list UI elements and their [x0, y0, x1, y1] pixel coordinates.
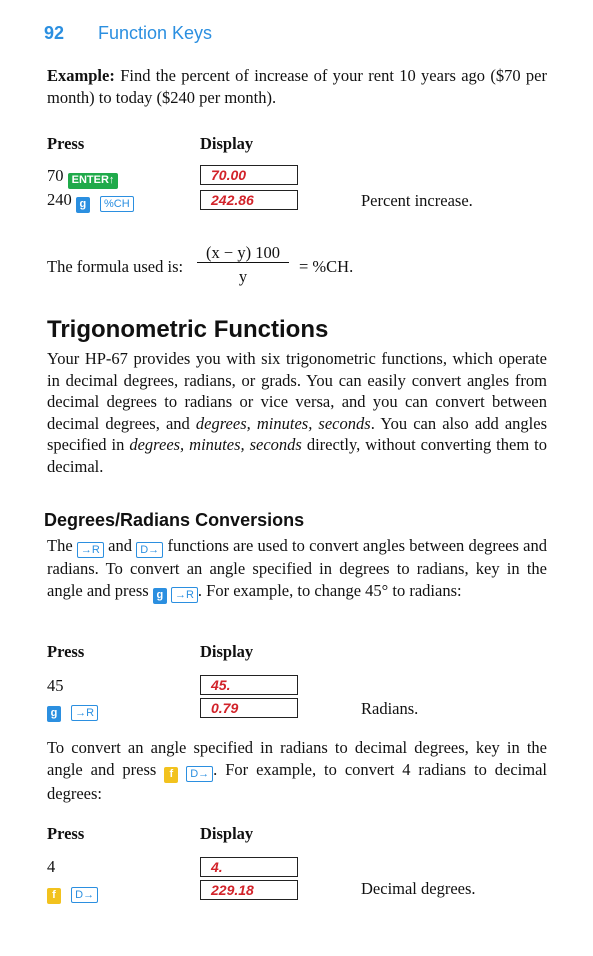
display-value: 0.79	[211, 700, 239, 716]
row-note: Decimal degrees.	[361, 879, 476, 898]
display-value: 45.	[211, 677, 231, 693]
g-key-icon: g	[76, 197, 90, 213]
to-degrees-key-icon: D→	[186, 766, 213, 782]
section-title: Function Keys	[98, 23, 213, 43]
text-segment-italic: degrees, minutes, seconds	[129, 435, 302, 454]
to-radians-key-icon: →R	[77, 542, 104, 558]
to-degrees-key-icon: D→	[136, 542, 163, 558]
press-value: 4	[47, 857, 56, 876]
press-header: Press	[47, 134, 85, 153]
display-box	[200, 698, 298, 718]
press-row	[47, 881, 98, 904]
example-paragraph	[47, 65, 547, 108]
f-key-icon: f	[47, 888, 61, 904]
text-segment: To convert an angle specified in radians to decimal degrees, key in the angle and press	[47, 738, 547, 779]
display-box	[200, 880, 298, 900]
press-header: Press	[47, 824, 85, 843]
text-segment: and	[108, 536, 132, 555]
display-box	[200, 675, 298, 695]
text-segment: directly, without converting them to decimal.	[47, 435, 547, 476]
display-value: 229.18	[211, 882, 254, 898]
percent-change-key-icon: %CH	[100, 196, 134, 212]
press-value: 240	[47, 190, 72, 209]
row-note: Percent increase.	[361, 191, 473, 210]
formula-numerator: (x − y) 100	[197, 244, 289, 263]
example-text: Find the percent of increase of your rent 10 years ago ($70 per month) to today ($240 per month).	[47, 66, 548, 107]
text-segment-italic: degrees, minutes, seconds	[195, 413, 371, 433]
display-header: Display	[200, 134, 254, 153]
formula-prefix: The formula used is:	[47, 257, 184, 276]
press-value: 70	[47, 166, 64, 185]
trig-paragraph	[47, 348, 547, 477]
display-box	[200, 165, 298, 185]
g-key-icon: g	[47, 706, 61, 722]
display-box	[200, 857, 298, 877]
press-row	[47, 190, 134, 213]
press-value: 45	[47, 676, 64, 695]
to-radians-key-icon: →R	[71, 705, 98, 721]
display-value: 4.	[211, 859, 223, 875]
formula-denominator: y	[238, 267, 248, 286]
text-segment: . You can also add angles specified in	[47, 413, 548, 454]
text-segment: Your HP-67 provides you with six trigonometric functions, which operate in decimal degrees, radians, or grads. You can easily convert angles from decimal degrees to radians or vice versa, and you can convert between decimal degrees, and	[47, 349, 547, 433]
press-row	[47, 699, 98, 722]
formula-result: = %CH.	[299, 257, 354, 276]
to-degrees-key-icon: D→	[71, 887, 98, 903]
display-value: 242.86	[211, 192, 254, 208]
to-radians-key-icon: →R	[171, 587, 198, 603]
page-number: 92	[44, 23, 65, 43]
display-box	[200, 190, 298, 210]
display-header: Display	[200, 824, 254, 843]
degrad-paragraph	[47, 535, 547, 604]
row-note: Radians.	[361, 699, 419, 718]
text-segment: . For example, to change 45° to radians:	[197, 580, 462, 600]
g-key-icon: g	[153, 588, 167, 604]
text-segment: The	[47, 536, 73, 555]
enter-key-icon: ENTER↑	[68, 173, 119, 189]
section-heading: Trigonometric Functions	[47, 316, 329, 343]
press-row	[47, 166, 118, 189]
press-header: Press	[47, 642, 85, 661]
degrad-paragraph-2	[47, 737, 547, 804]
text-segment: functions are used to convert angles between degrees and radians. To convert an angle specified in degrees to radians, key in the angle and press	[47, 536, 548, 600]
subsection-heading: Degrees/Radians Conversions	[44, 510, 305, 530]
display-value: 70.00	[211, 167, 247, 183]
text-segment: . For example, to convert 4 radians to decimal degrees:	[47, 759, 547, 803]
display-header: Display	[200, 642, 254, 661]
f-key-icon: f	[164, 767, 178, 783]
example-label: Example:	[47, 66, 115, 85]
